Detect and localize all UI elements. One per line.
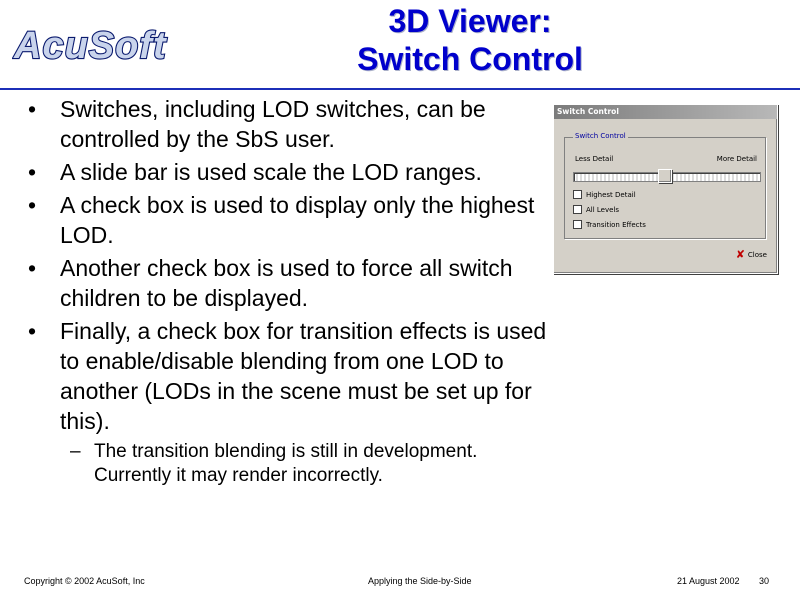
bullet-list <box>28 94 548 491</box>
more-detail-label: More Detail <box>716 155 757 163</box>
acusoft-logo <box>12 22 177 66</box>
close-button[interactable] <box>736 248 767 261</box>
close-label: Close <box>747 250 767 259</box>
checkbox-label: Highest Detail <box>586 190 636 199</box>
title-divider <box>0 88 800 90</box>
acusoft-logo-graphic <box>12 22 177 66</box>
checkbox-box[interactable] <box>573 205 582 214</box>
title-line-1: 3D Viewer: <box>388 3 552 39</box>
slide-title <box>300 2 640 78</box>
footer-date: 21 August 2002 <box>677 576 740 586</box>
less-detail-label: Less Detail <box>575 155 614 163</box>
sub-bullet-text: The transition blending is still in development. Currently it may render incorrectly. <box>94 441 478 486</box>
title-line-2: Switch Control <box>357 41 583 77</box>
checkbox-label: All Levels <box>586 205 620 214</box>
footer-copyright: Copyright © 2002 AcuSoft, Inc <box>24 576 145 586</box>
bullet-item: • A check box is used to display only the highest LOD. <box>28 192 535 248</box>
group-label: Switch Control <box>575 132 626 140</box>
bullet-item: • A slide bar is used scale the LOD ranges. <box>28 159 482 185</box>
bullet-text: Finally, a check box for transition effects is used to enable/disable blending from one LOD to another (LODs in the scene must be set up for this). <box>60 318 547 434</box>
dialog-title-bar: Switch Control <box>554 105 777 119</box>
sub-bullet-item: – The transition blending is still in development. Currently it may render incorrectly. <box>70 441 478 486</box>
highest-detail-checkbox[interactable] <box>573 190 636 199</box>
sub-bullet-list <box>60 440 548 488</box>
page-number: 30 <box>759 576 770 586</box>
bullet-text: A check box is used to display only the highest LOD. <box>60 192 535 248</box>
bullet-item: • Switches, including LOD switches, can be controlled by the SbS user. <box>28 96 486 152</box>
transition-effects-checkbox[interactable] <box>573 220 646 229</box>
checkbox-label: Transition Effects <box>586 220 646 229</box>
bullet-text: Switches, including LOD switches, can be controlled by the SbS user. <box>60 96 486 152</box>
all-levels-checkbox[interactable] <box>573 205 619 214</box>
switch-control-group <box>564 132 766 239</box>
bullet-text: A slide bar is used scale the LOD ranges. <box>60 159 482 185</box>
bullet-item: • Another check box is used to force all switch children to be displayed. <box>28 255 513 311</box>
checkbox-box[interactable] <box>573 220 582 229</box>
bullet-item: • Finally, a check box for transition effects is used to enable/disable blending from one LOD to another (LODs in the scene must be set up for this). – The transition blending is still in development. Currently it may render incorrectly. <box>28 318 547 486</box>
bullet-text: Another check box is used to force all switch children to be displayed. <box>60 255 513 311</box>
footer-center: Applying the Side-by-Side <box>368 576 472 586</box>
logo-text: AcuSoft <box>14 25 167 66</box>
checkbox-box[interactable] <box>573 190 582 199</box>
lod-slider-thumb[interactable] <box>658 169 672 183</box>
close-icon: ✘ <box>735 248 745 261</box>
switch-control-dialog <box>553 104 778 274</box>
